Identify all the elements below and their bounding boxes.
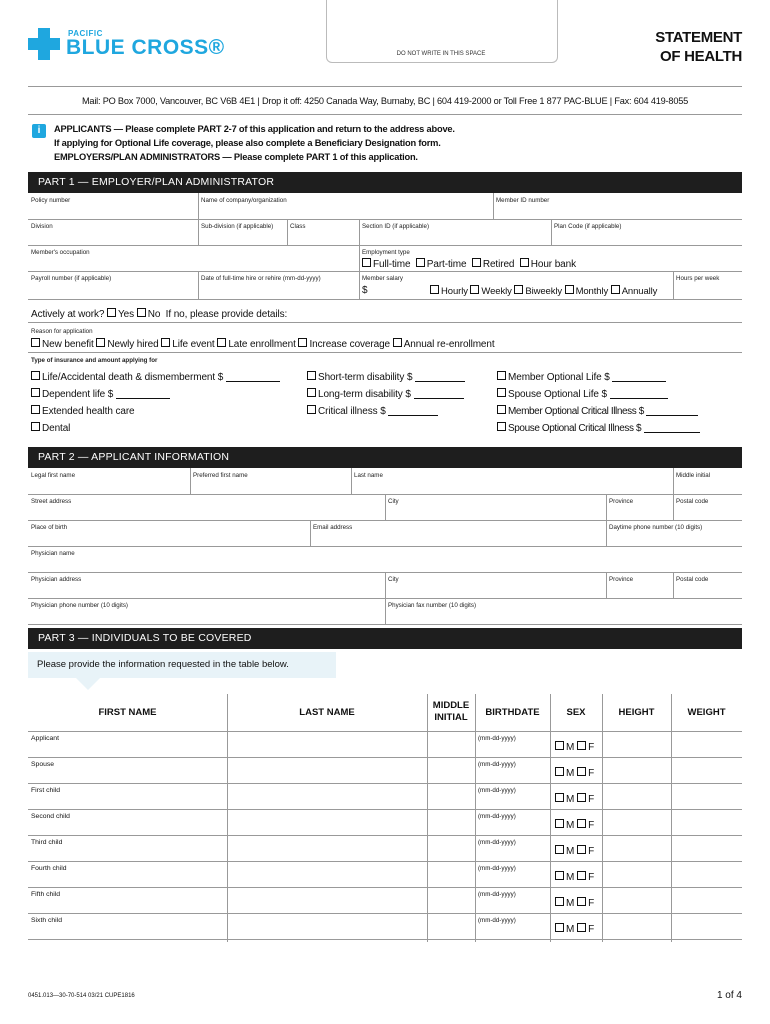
birthdate-hint[interactable]: (mm-dd-yyyy) (478, 813, 516, 820)
sex-options (555, 741, 594, 753)
ins-life-add-checkbox[interactable]: Life/Accidental death & dismemberment $ (31, 371, 280, 383)
prompt-pointer (76, 678, 100, 690)
ins-member-optional-ci-checkbox[interactable]: Member Optional Critical Illness $ (497, 405, 698, 417)
sex-options (555, 793, 594, 805)
life-event-checkbox[interactable]: Life event (161, 339, 214, 350)
reason-label: Reason for application (31, 328, 93, 335)
increase-coverage-checkbox[interactable]: Increase coverage (298, 339, 390, 350)
insurance-type-label: Type of insurance and amount applying for (31, 357, 158, 364)
birthdate-hint[interactable]: (mm-dd-yyyy) (478, 891, 516, 898)
physician-fax-field[interactable]: Physician fax number (10 digits) (388, 602, 477, 609)
physician-postal-field[interactable]: Postal code (676, 576, 709, 583)
actively-at-work-question: Actively at work? (31, 309, 105, 320)
annually-checkbox[interactable]: Annually (611, 286, 658, 297)
ins-critical-illness-checkbox[interactable]: Critical illness $ (307, 405, 438, 417)
part2-header: PART 2 — APPLICANT INFORMATION (28, 447, 742, 468)
class-field[interactable]: Class (290, 223, 306, 230)
table-row-label: Sixth child (31, 917, 62, 924)
physician-address-field[interactable]: Physician address (31, 576, 82, 583)
company-field[interactable]: Name of company/organization (201, 197, 287, 204)
daytime-phone-field[interactable]: Daytime phone number (10 digits) (609, 524, 703, 531)
postal-code-field[interactable]: Postal code (676, 498, 709, 505)
sex-m-checkbox[interactable]: M (555, 820, 574, 831)
sex-options (555, 923, 594, 935)
policy-number-field[interactable]: Policy number (31, 197, 71, 204)
ins-short-term-disability-checkbox[interactable]: Short-term disability $ (307, 371, 465, 383)
col-birthdate: BIRTHDATE (485, 707, 540, 718)
sex-f-checkbox[interactable]: F (577, 924, 594, 935)
full-time-checkbox[interactable]: Full-time (362, 259, 410, 270)
col-sex: SEX (566, 707, 586, 718)
sex-f-checkbox[interactable]: F (577, 872, 594, 883)
biweekly-checkbox[interactable]: Biweekly (514, 286, 562, 297)
monthly-checkbox[interactable]: Monthly (565, 286, 609, 297)
hours-per-week-field[interactable]: Hours per week (676, 275, 720, 282)
hourly-checkbox[interactable]: Hourly (430, 286, 468, 297)
table-row-label: First child (31, 787, 61, 794)
mail-line: Mail: PO Box 7000, Vancouver, BC V6B 4E1 | Drop it off: 4250 Canada Way, Burnaby, BC | 604 419-2000 or Toll Free 1 877 PAC-BLUE | Fax: 604 419-8055 (81, 96, 689, 106)
email-field[interactable]: Email address (313, 524, 353, 531)
sex-f-checkbox[interactable]: F (577, 742, 594, 753)
preferred-first-name-field[interactable]: Preferred first name (193, 472, 248, 479)
col-weight: WEIGHT (687, 707, 726, 718)
newly-hired-checkbox[interactable]: Newly hired (96, 339, 158, 350)
active-no-checkbox[interactable]: No (137, 309, 161, 320)
employment-type-label: Employment type (362, 249, 410, 256)
page-number: 1 of 4 (716, 990, 742, 1001)
birthdate-hint[interactable]: (mm-dd-yyyy) (478, 787, 516, 794)
salary-currency: $ (362, 285, 368, 296)
sex-options (555, 897, 594, 909)
birthdate-hint[interactable]: (mm-dd-yyyy) (478, 865, 516, 872)
physician-city-field[interactable]: City (388, 576, 399, 583)
payroll-field[interactable]: Payroll number (if applicable) (31, 275, 112, 282)
sex-m-checkbox[interactable]: M (555, 872, 574, 883)
table-row-label: Applicant (31, 735, 59, 742)
sex-f-checkbox[interactable]: F (577, 768, 594, 779)
birthdate-hint[interactable]: (mm-dd-yyyy) (478, 839, 516, 846)
province-field[interactable]: Province (609, 498, 634, 505)
city-field[interactable]: City (388, 498, 399, 505)
ins-member-optional-life-checkbox[interactable]: Member Optional Life $ (497, 371, 666, 383)
instruction-employers: EMPLOYERS/PLAN ADMINISTRATORS — Please complete PART 1 of this application. (54, 152, 418, 162)
plan-code-field[interactable]: Plan Code (if applicable) (554, 223, 622, 230)
part3-header: PART 3 — INDIVIDUALS TO BE COVERED (28, 628, 742, 649)
col-last-name: LAST NAME (299, 707, 355, 718)
do-not-write-label: DO NOT WRITE IN THIS SPACE (396, 51, 486, 57)
ins-dependent-life-checkbox[interactable]: Dependent life $ (31, 388, 170, 400)
salary-frequency-options (430, 285, 657, 297)
salary-label: Member salary (362, 275, 403, 282)
sex-f-checkbox[interactable]: F (577, 846, 594, 857)
employment-type-options (362, 258, 576, 270)
info-icon: i (32, 124, 46, 138)
sex-options (555, 767, 594, 779)
sex-m-checkbox[interactable]: M (555, 846, 574, 857)
birthdate-hint[interactable]: (mm-dd-yyyy) (478, 917, 516, 924)
active-yes-checkbox[interactable]: Yes (107, 309, 134, 320)
annual-reenrollment-checkbox[interactable]: Annual re-enrollment (393, 339, 495, 350)
ins-spouse-optional-ci-checkbox[interactable]: Spouse Optional Critical Illness $ (497, 422, 700, 434)
section-id-field[interactable]: Section ID (if applicable) (362, 223, 430, 230)
birthdate-hint[interactable]: (mm-dd-yyyy) (478, 735, 516, 742)
col-height: HEIGHT (618, 707, 655, 718)
ins-dental-checkbox[interactable]: Dental (31, 422, 70, 434)
weekly-checkbox[interactable]: Weekly (470, 286, 511, 297)
col-first-name: FIRST NAME (98, 707, 157, 718)
ins-extended-health-checkbox[interactable]: Extended health care (31, 405, 135, 417)
division-field[interactable]: Division (31, 223, 53, 230)
title-line2: OF HEALTH (659, 48, 742, 65)
physician-phone-field[interactable]: Physician phone number (10 digits) (31, 602, 128, 609)
part-time-checkbox[interactable]: Part-time (416, 259, 467, 270)
sex-m-checkbox[interactable]: M (555, 794, 574, 805)
sex-m-checkbox[interactable]: M (555, 742, 574, 753)
part1-header: PART 1 — EMPLOYER/PLAN ADMINISTRATOR (28, 172, 742, 193)
legal-first-name-field[interactable]: Legal first name (31, 472, 76, 479)
sex-m-checkbox[interactable]: M (555, 924, 574, 935)
late-enrollment-checkbox[interactable]: Late enrollment (217, 339, 295, 350)
ins-long-term-disability-checkbox[interactable]: Long-term disability $ (307, 388, 464, 400)
sex-m-checkbox[interactable]: M (555, 898, 574, 909)
sex-m-checkbox[interactable]: M (555, 768, 574, 779)
title-line1: STATEMENT (655, 29, 742, 46)
logo-big-text: BLUE CROSS® (66, 36, 225, 59)
place-of-birth-field[interactable]: Place of birth (31, 524, 68, 531)
table-row-label: Spouse (31, 761, 55, 768)
sex-f-checkbox[interactable]: F (577, 820, 594, 831)
instruction-optional-life: If applying for Optional Life coverage, please also complete a Beneficiary Designation form. (54, 138, 441, 148)
hire-date-field[interactable]: Date of full-time hire or rehire (mm-dd-yyyy) (201, 275, 321, 282)
page-title (655, 28, 742, 66)
ins-spouse-optional-life-checkbox[interactable]: Spouse Optional Life $ (497, 388, 668, 400)
divider (28, 86, 742, 87)
retired-checkbox[interactable]: Retired (472, 259, 515, 270)
hour-bank-checkbox[interactable]: Hour bank (520, 259, 576, 270)
part3-prompt: Please provide the information requested in the table below. (28, 652, 336, 678)
reason-options (31, 338, 495, 350)
sex-f-checkbox[interactable]: F (577, 794, 594, 805)
table-row-label: Fifth child (31, 891, 61, 898)
table-row-label: Fourth child (31, 865, 67, 872)
middle-initial-field[interactable]: Middle initial (676, 472, 711, 479)
member-id-field[interactable]: Member ID number (496, 197, 550, 204)
sex-options (555, 819, 594, 831)
active-details-prompt: If no, please provide details: (165, 309, 288, 320)
occupation-field[interactable]: Member's occupation (31, 249, 90, 256)
form-code: 0451.013—30-70-514 03/21 CUPE1816 (28, 993, 135, 999)
new-benefit-checkbox[interactable]: New benefit (31, 339, 94, 350)
physician-name-field[interactable]: Physician name (31, 550, 75, 557)
sex-options (555, 871, 594, 883)
sex-f-checkbox[interactable]: F (577, 898, 594, 909)
table-row-label: Third child (31, 839, 63, 846)
physician-province-field[interactable]: Province (609, 576, 634, 583)
logo-small-text: PACIFIC (68, 29, 103, 38)
col-middle-initial: MIDDLE INITIAL (432, 700, 470, 723)
divider (28, 114, 742, 115)
instruction-applicants: APPLICANTS — Please complete PART 2-7 of this application and return to the address above. (54, 124, 455, 134)
actively-at-work-row (31, 308, 287, 320)
birthdate-hint[interactable]: (mm-dd-yyyy) (478, 761, 516, 768)
last-name-field[interactable]: Last name (354, 472, 383, 479)
street-address-field[interactable]: Street address (31, 498, 72, 505)
subdivision-field[interactable]: Sub-division (if applicable) (201, 223, 274, 230)
sex-options (555, 845, 594, 857)
pacific-blue-cross-logo-icon (28, 28, 60, 60)
table-row-label: Second child (31, 813, 70, 820)
